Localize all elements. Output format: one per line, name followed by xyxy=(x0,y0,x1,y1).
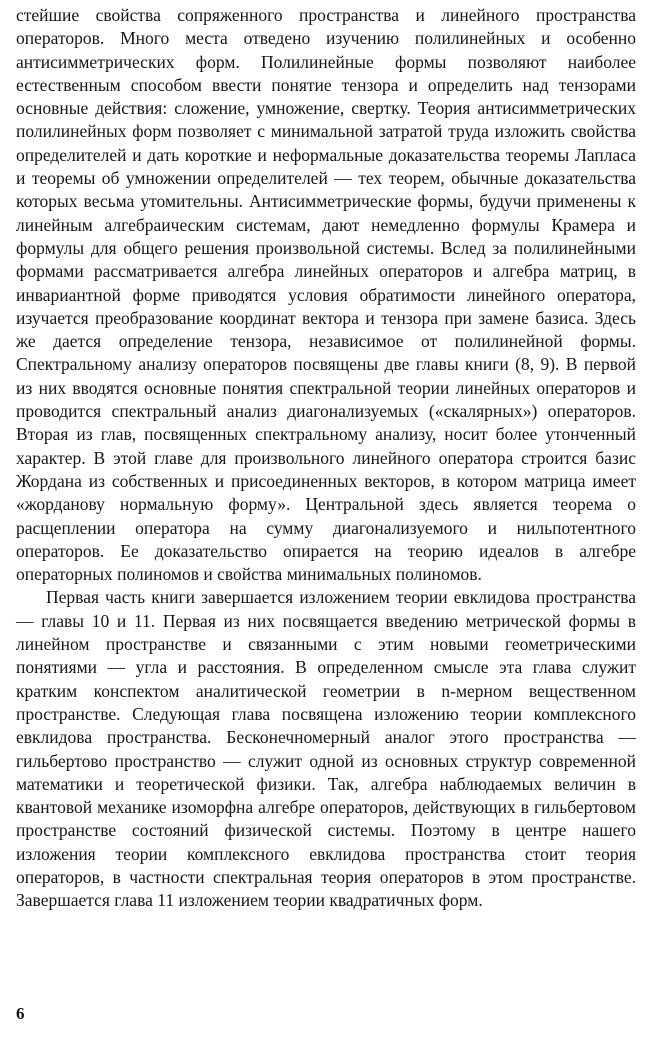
paragraph-2: Первая часть книги завершается изложением теории евклидова пространства — главы 10 и 11. Первая из них посвящается введению метрической формы в линейном пространстве и связанными с этим новыми геометрическими понятиями — угла и расстояния. В определенном смысле эта глава служит кратким конспектом аналитической геометрии в n-мерном вещественном пространстве. Следующая глава посвящена изложению теории комплексного евклидова пространства. Бесконечномерный аналог этого пространства — гильбертово пространство — служит одной из основных структур современной математики и теоретической физики. Так, алгебра наблюдаемых величин в квантовой механике изоморфна алгебре операторов, действующих в гильбертовом пространстве состояний физической системы. Поэтому в центре нашего изложения теории комплексного евклидова пространства стоит теория операторов, в частности спектральная теория операторов в этом пространстве. Завершается глава 11 изложением теории квадратичных форм. xyxy=(16,587,636,911)
page-number: 6 xyxy=(16,1004,25,1023)
paragraph-1: стейшие свойства сопряженного пространства и линейного пространства операторов. Много места отведено изучению полилинейных и особенно антисимметрических форм. Полилинейные формы позволяют наиболее естественным способом ввести понятие тензора и определить над тензорами основные действия: сложение, умножение, свертку. Теория антисимметрических полилинейных форм позволяет с минимальной затратой труда изложить свойства определителей и дать короткие и неформальные доказательства теоремы Лапласа и теоремы об умножении определителей — тех теорем, обычные доказательства которых весьма утомительны. Антисимметрические формы, будучи применены к линейным алгебраическим системам, дают немедленно формулы Крамера и формулы для общего решения произвольной системы. Вслед за полилинейными формами рассматривается алгебра линейных операторов и алгебра матриц, в инвариантной форме приводятся условия обратимости линейного оператора, изучается преобразование координат вектора и тензора при замене базиса. Здесь же дается определение тензора, независимое от полилинейной формы. Спектральному анализу операторов посвящены две главы книги (8, 9). В первой из них вводятся основные понятия спектральной теории линейных операторов и проводится спектральный анализ диагонализуемых («скалярных») операторов. Вторая из глав, посвященных спектральному анализу, носит более утонченный характер. В этой главе для произвольного линейного оператора строится базис Жордана из собственных и присоединенных векторов, в котором матрица имеет «жорданову нормальную форму». Центральной здесь является теорема о расщеплении оператора на сумму диагонализуемого и нильпотентного операторов. Ее доказательство опирается на теорию идеалов в алгебре операторных полиномов и свойства минимальных полиномов. xyxy=(16,5,636,585)
